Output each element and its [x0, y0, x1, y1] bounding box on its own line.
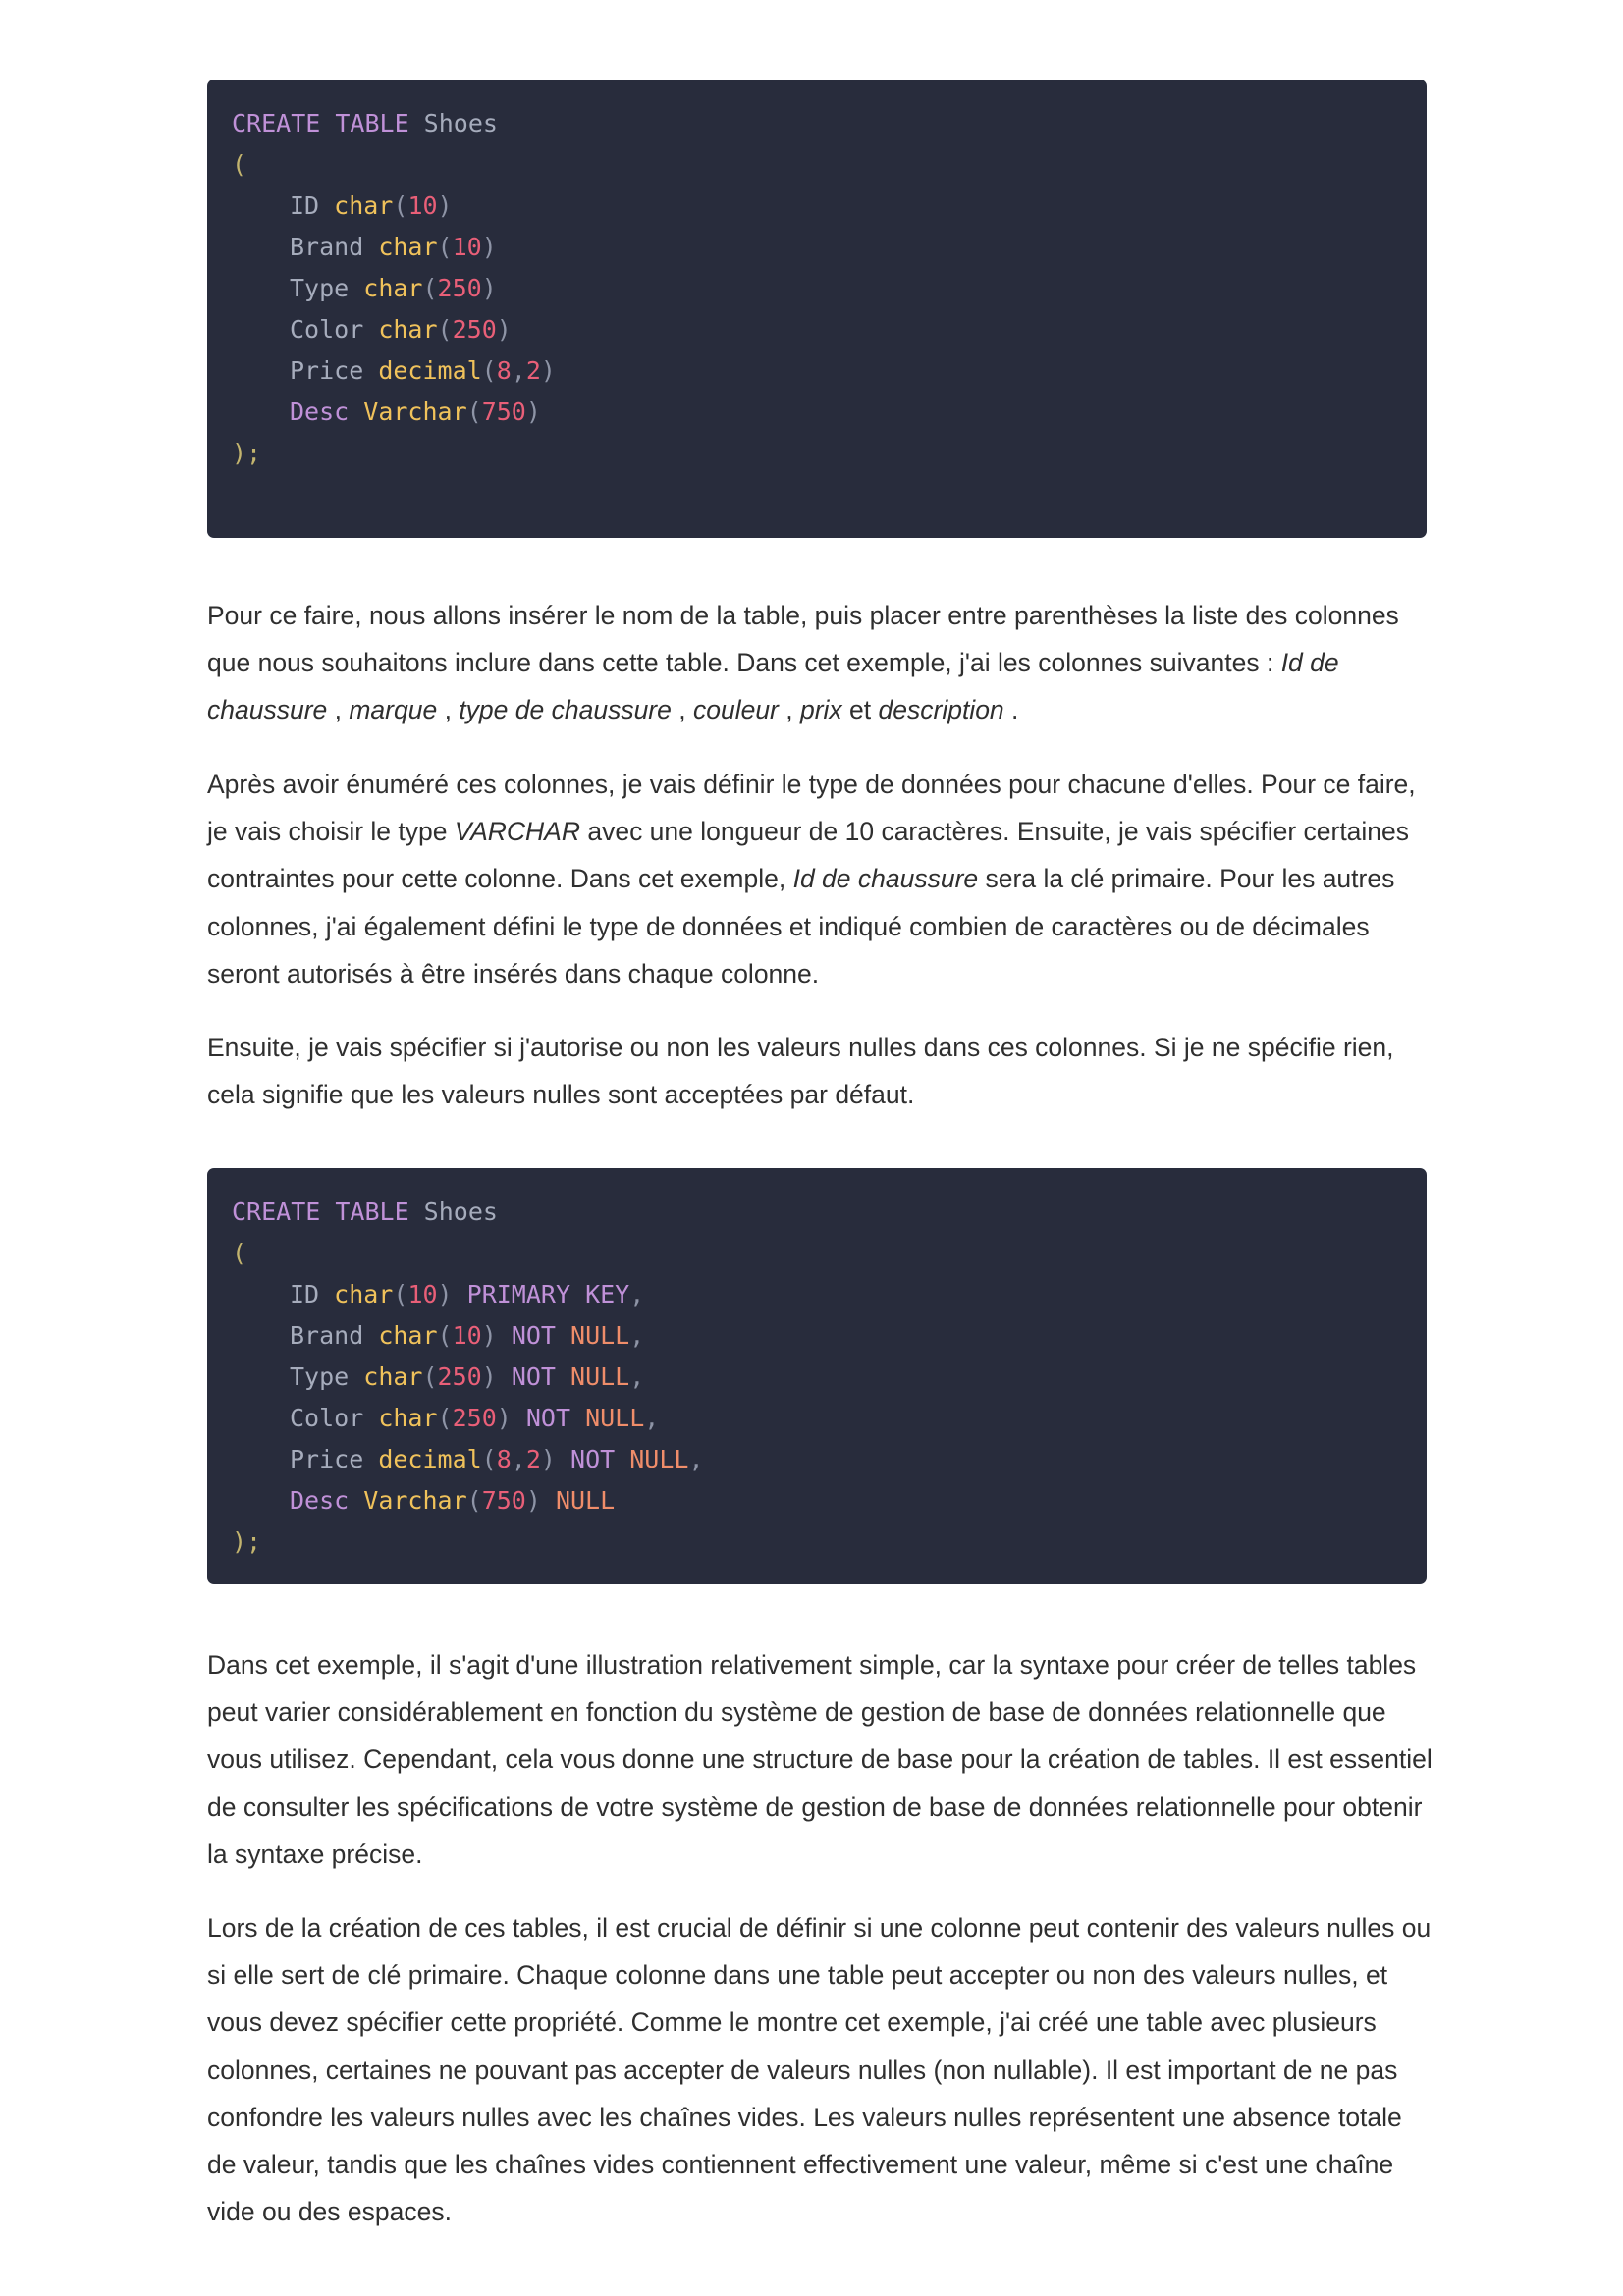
sql-keyword: NOT	[570, 1445, 630, 1473]
code-line	[232, 1439, 1427, 1480]
punctuation: ,	[511, 356, 526, 385]
number-literal: 8	[496, 1445, 512, 1473]
data-type: char	[378, 315, 438, 344]
text-run: .	[1003, 695, 1019, 725]
null-keyword: NULL	[585, 1404, 645, 1432]
null-keyword: NULL	[570, 1321, 630, 1350]
code-line	[232, 1233, 1427, 1274]
punctuation: )	[481, 274, 497, 302]
sql-keyword: NOT	[525, 1404, 586, 1432]
code-line	[232, 1398, 1427, 1439]
punctuation: )	[437, 1280, 467, 1308]
data-type: char	[363, 274, 423, 302]
sql-keyword: NOT	[511, 1321, 571, 1350]
null-keyword: NULL	[555, 1486, 616, 1515]
sql-keyword: Desc	[290, 398, 364, 426]
text-run: Pour ce faire, nous allons insérer le nom de la table, puis placer entre parenthèses la liste des colonnes que nous souhaitons inclure dans cette table. Dans cet exemple, j'ai les colonnes suivantes :	[207, 601, 1399, 678]
text-run: Ensuite, je vais spécifier si j'autorise ou non les valeurs nulles dans ces colonnes. Si je ne spécifie rien, cela signifie que les valeurs nulles sont acceptées par défaut.	[207, 1033, 1394, 1110]
data-type: char	[334, 1280, 394, 1308]
paragraph	[207, 1641, 1434, 1878]
code-line	[232, 103, 1427, 144]
italic-term: marque	[349, 695, 438, 725]
text-run: sera la clé primaire. Pour les autres colonnes, j'ai également défini le type de données et indiqué combien de caractères ou de décimales seront autorisés à être insérés dans chaque colonne.	[207, 864, 1395, 988]
italic-term: VARCHAR	[454, 817, 580, 847]
identifier: Color	[290, 315, 379, 344]
sql-keyword: CREATE TABLE	[232, 109, 409, 137]
data-type: Varchar	[363, 1486, 467, 1515]
text-run: Lors de la création de ces tables, il est crucial de définir si une colonne peut contenir des valeurs nulles ou si elle sert de clé primaire. Chaque colonne dans une table peut accepter ou non des valeurs nulles, et vous devez spécifier cette propriété. Comme le montre cet exemple, j'ai créé une table avec plusieurs colonnes, certaines ne pouvant pas accepter de valeurs nulles (non nullable). Il est important de ne pas confondre les valeurs nulles avec les chaînes vides. Les valeurs nulles représentent une absence totale de valeur, tandis que les chaînes vides contiennent effectivement une valeur, même si c'est une chaîne vide ou des espaces.	[207, 1913, 1432, 2227]
data-type: decimal	[378, 356, 482, 385]
punctuation: (	[466, 398, 482, 426]
punctuation: (	[466, 1486, 482, 1515]
number-literal: 250	[437, 274, 482, 302]
number-literal: 8	[496, 356, 512, 385]
data-type: char	[334, 191, 394, 220]
italic-term: couleur	[692, 695, 779, 725]
punctuation: )	[496, 315, 512, 344]
sql-keyword: CREATE TABLE	[232, 1198, 409, 1226]
italic-term: type de chaussure	[459, 695, 672, 725]
punctuation: ,	[629, 1321, 645, 1350]
punctuation: (	[393, 1280, 408, 1308]
number-literal: 250	[452, 315, 497, 344]
null-keyword: NULL	[570, 1362, 630, 1391]
paragraph	[207, 592, 1434, 734]
punctuation: )	[481, 1362, 512, 1391]
identifier: Price	[290, 1445, 379, 1473]
data-type: char	[378, 1404, 438, 1432]
text-run: Dans cet exemple, il s'agit d'une illustration relativement simple, car la syntaxe pour créer de telles tables peut varier considérablement en fonction du système de gestion de base de données relationnelle que vous utilisez. Cependant, cela vous donne une structure de base pour la création de tables. Il est essentiel de consulter les spécifications de votre système de gestion de base de données relationnelle pour obtenir la syntaxe précise.	[207, 1650, 1433, 1869]
number-literal: 10	[407, 1280, 438, 1308]
italic-term: description	[878, 695, 1004, 725]
sql-keyword: Desc	[290, 1486, 364, 1515]
code-block	[207, 1168, 1427, 1584]
punctuation: )	[525, 1486, 556, 1515]
identifier: Brand	[290, 233, 379, 261]
code-line	[232, 1274, 1427, 1315]
punctuation: )	[496, 1404, 526, 1432]
punctuation: )	[540, 356, 556, 385]
number-literal: 250	[437, 1362, 482, 1391]
punctuation: (	[437, 233, 453, 261]
code-line	[232, 392, 1427, 433]
paragraph	[207, 761, 1434, 997]
text-run: ,	[327, 695, 350, 725]
identifier: Type	[290, 1362, 364, 1391]
text-run: ,	[437, 695, 460, 725]
code-line	[232, 227, 1427, 268]
punctuation: )	[525, 398, 541, 426]
punctuation: ,	[688, 1445, 704, 1473]
text-run: et	[841, 695, 879, 725]
punctuation: (	[437, 1404, 453, 1432]
sql-keyword: NOT	[511, 1362, 571, 1391]
text-run: Après avoir énuméré ces colonnes, je vais définir le type de données pour chacune d'elles. Pour ce faire, je vais choisir le type	[207, 770, 1416, 847]
code-line	[232, 268, 1427, 309]
punctuation: (	[481, 1445, 497, 1473]
parenthesis: (	[232, 1239, 247, 1267]
paragraph	[207, 1024, 1434, 1118]
punctuation: )	[481, 233, 497, 261]
data-type: char	[363, 1362, 423, 1391]
parenthesis: (	[232, 150, 247, 179]
identifier: ID	[290, 191, 335, 220]
punctuation: )	[540, 1445, 571, 1473]
punctuation: (	[437, 1321, 453, 1350]
code-line	[232, 1522, 1427, 1563]
identifier: Type	[290, 274, 364, 302]
punctuation: (	[437, 315, 453, 344]
number-literal: 250	[452, 1404, 497, 1432]
data-type: char	[378, 1321, 438, 1350]
code-line	[232, 1480, 1427, 1522]
punctuation: (	[422, 274, 438, 302]
punctuation: (	[422, 1362, 438, 1391]
paragraph	[207, 1904, 1434, 2235]
number-literal: 750	[481, 1486, 526, 1515]
code-line	[232, 1192, 1427, 1233]
number-literal: 2	[525, 356, 541, 385]
text-run: ,	[778, 695, 800, 725]
code-block	[207, 80, 1427, 538]
number-literal: 10	[452, 233, 482, 261]
punctuation: (	[393, 191, 408, 220]
code-line	[232, 309, 1427, 350]
parenthesis: );	[232, 439, 262, 467]
data-type: Varchar	[363, 398, 467, 426]
punctuation: ,	[629, 1280, 645, 1308]
punctuation: ,	[629, 1362, 645, 1391]
data-type: decimal	[378, 1445, 482, 1473]
number-literal: 2	[525, 1445, 541, 1473]
code-line	[232, 186, 1427, 227]
punctuation: )	[481, 1321, 512, 1350]
code-line	[232, 1357, 1427, 1398]
identifier: Price	[290, 356, 379, 385]
code-line	[232, 433, 1427, 474]
italic-term: Id de chaussure	[792, 864, 979, 894]
punctuation: (	[481, 356, 497, 385]
sql-keyword: PRIMARY KEY	[466, 1280, 630, 1308]
identifier: Shoes	[408, 1198, 498, 1226]
punctuation: ,	[644, 1404, 660, 1432]
identifier: ID	[290, 1280, 335, 1308]
parenthesis: );	[232, 1527, 262, 1556]
identifier: Color	[290, 1404, 379, 1432]
text-run: avec une longueur de 10 caractères. Ensuite, je vais spécifier certaines contraintes pour cette colonne. Dans cet exemple,	[207, 817, 1410, 894]
number-literal: 10	[407, 191, 438, 220]
data-type: char	[378, 233, 438, 261]
punctuation: )	[437, 191, 453, 220]
code-line	[232, 1315, 1427, 1357]
italic-term: prix	[799, 695, 842, 725]
identifier: Shoes	[408, 109, 498, 137]
number-literal: 750	[481, 398, 526, 426]
identifier: Brand	[290, 1321, 379, 1350]
code-line	[232, 350, 1427, 392]
number-literal: 10	[452, 1321, 482, 1350]
italic-term: Id de chaussure	[207, 648, 1339, 725]
punctuation: ,	[511, 1445, 526, 1473]
null-keyword: NULL	[629, 1445, 689, 1473]
text-run: ,	[671, 695, 693, 725]
code-line	[232, 144, 1427, 186]
